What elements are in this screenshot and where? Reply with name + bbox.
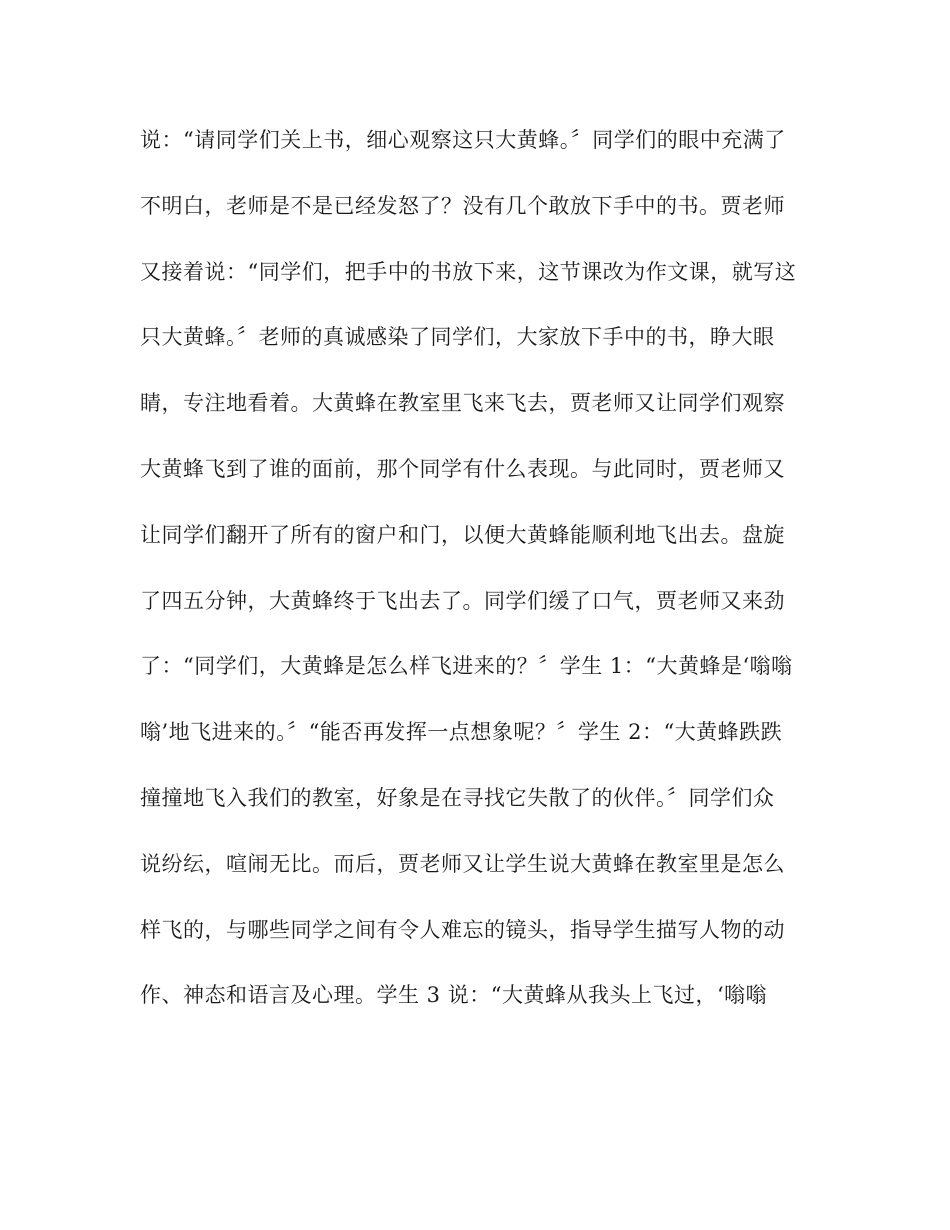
body-text <box>140 120 820 1041</box>
text-line: 了：“同学们，大黄蜂是怎么样飞进来的？〞学生 1：“大黄蜂是‘嗡嗡 <box>140 654 793 679</box>
text-line: 大黄蜂飞到了谁的面前，那个同学有什么表现。与此同时，贾老师又 <box>140 456 785 481</box>
text-line: 撞撞地飞入我们的教室，好象是在寻找它失散了的伙伴。〞同学们众 <box>140 785 775 810</box>
text-line: 说纷纭，喧闹无比。而后，贾老师又让学生说大黄蜂在教室里是怎么 <box>140 851 785 876</box>
text-line: 只大黄蜂。〞老师的真诚感染了同学们，大家放下手中的书，睁大眼 <box>140 325 775 350</box>
text-line: 了四五分钟，大黄蜂终于飞出去了。同学们缓了口气，贾老师又来劲 <box>140 588 785 613</box>
text-line: 样飞的，与哪些同学之间有令人难忘的镜头，指导学生描写人物的动 <box>140 917 785 942</box>
text-line: 睛，专注地看着。大黄蜂在教室里飞来飞去，贾老师又让同学们观察 <box>140 391 785 416</box>
text-line: 嗡’地飞进来的。〞“能否再发挥一点想象呢？〞学生 2：“大黄蜂跌跌 <box>140 720 783 745</box>
text-line: 又接着说：“同学们，把手中的书放下来，这节课改为作文课，就写这 <box>140 259 797 284</box>
text-line: 让同学们翻开了所有的窗户和门，以便大黄蜂能顺利地飞出去。盘旋 <box>140 522 785 547</box>
text-line: 不明白，老师是不是已经发怒了？没有几个敢放下手中的书。贾老师 <box>140 193 785 218</box>
text-line: 作、神态和语言及心理。学生 3 说：“大黄蜂从我头上飞过，‘嗡嗡 <box>140 983 768 1008</box>
text-line: 说：“请同学们关上书，细心观察这只大黄蜂。〞同学们的眼中充满了 <box>140 128 786 152</box>
